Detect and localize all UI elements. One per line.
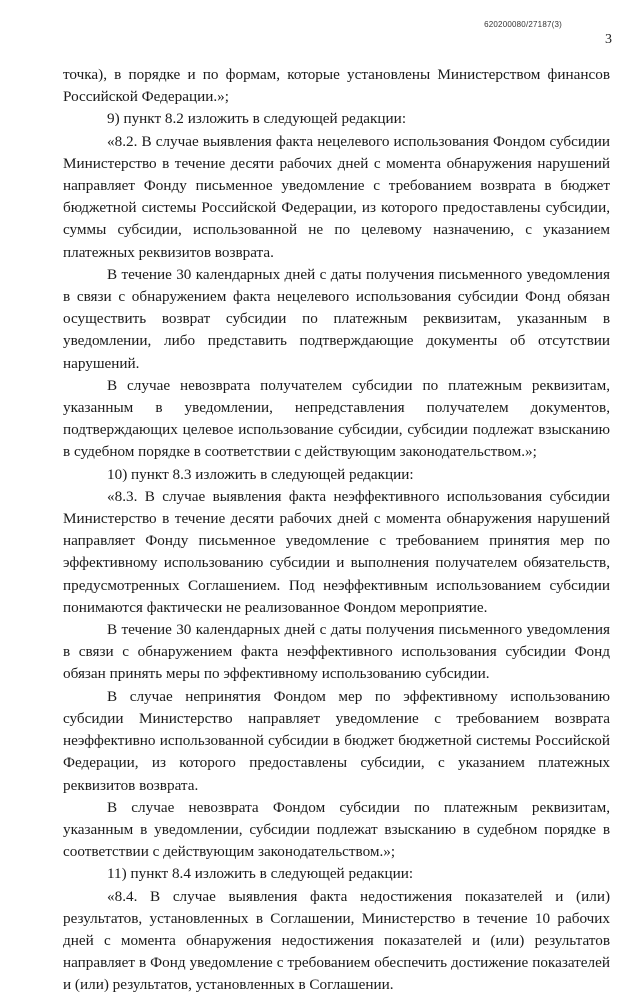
document-body xyxy=(63,64,610,997)
paragraph: 9) пункт 8.2 изложить в следующей редакции: xyxy=(107,110,407,128)
paragraph: «8.2. В случае выявления факта нецелевого использования Фондом субсидии Министерство в течение десяти рабочих дней с момента обнаружения нарушений направляет Фонду письменное уведомление с требованием возврата в бюджет бюджетной системы Российской Федерации, из которого предоставлены субсидии, суммы субсидии, использованной не по целевому назначению, с указанием платежных реквизитов возврата. xyxy=(63,132,610,261)
paragraph: «8.3. В случае выявления факта неэффективного использования субсидии Министерство в течение десяти рабочих дней с момента обнаружения нарушений направляет Фонду письменное уведомление с требованием принятия мер по эффективному использованию субсидии и выполнения получателем обязательств, предусмотренных Соглашением. Под неэффективным использованием субсидии понимаются фактически не реализованное Фондом мероприятие. xyxy=(63,487,610,616)
paragraph: «8.4. В случае выявления факта недостижения показателей и (или) результатов, установленных в Соглашении, Министерство в течение 10 рабочих дней с момента обнаружения недостижения показателей и (или) результатов направляет в Фонд уведомление с требованием обеспечить достижение показателей и (или) результатов, установленных в Соглашении. xyxy=(63,887,610,994)
document-code: 620200080/27187(3) xyxy=(484,20,562,29)
paragraph: точка), в порядке и по формам, которые установлены Министерством финансов Российской Федерации.»; xyxy=(63,66,610,106)
paragraph: В течение 30 календарных дней с даты получения письменного уведомления в связи с обнаружением факта нецелевого использования субсидии Фонд обязан осуществить возврат субсидии по платежным реквизитам, указанным в уведомлении, либо представить подтверждающие документы об отсутствии нарушений. xyxy=(63,265,610,372)
paragraph: 10) пункт 8.3 изложить в следующей редакции: xyxy=(107,465,414,483)
paragraph: 11) пункт 8.4 изложить в следующей редакции: xyxy=(107,865,414,883)
page-number: 3 xyxy=(605,32,612,47)
paragraph: В течение 30 календарных дней с даты получения письменного уведомления в связи с обнаружением факта неэффективного использования субсидии Фонд обязан принять меры по эффективному использованию субсидии. xyxy=(63,621,610,683)
paragraph: В случае невозврата получателем субсидии по платежным реквизитам, указанным в уведомлении, непредставления получателем документов, подтверждающих целевое использование субсидии, субсидии подлежат взысканию в судебном порядке в соответствии с действующим законодательством.»; xyxy=(63,376,610,461)
paragraph: В случае непринятия Фондом мер по эффективному использованию субсидии Министерство направляет уведомление с требованием возврата неэффективно использованной субсидии в бюджет бюджетной системы Российской Федерации, из которого предоставлены субсидии, с указанием платежных реквизитов возврата. xyxy=(63,687,610,794)
paragraph: В случае невозврата Фондом субсидии по платежным реквизитам, указанным в уведомлении, субсидии подлежат взысканию в судебном порядке в соответствии с действующим законодательством.»; xyxy=(63,798,610,861)
